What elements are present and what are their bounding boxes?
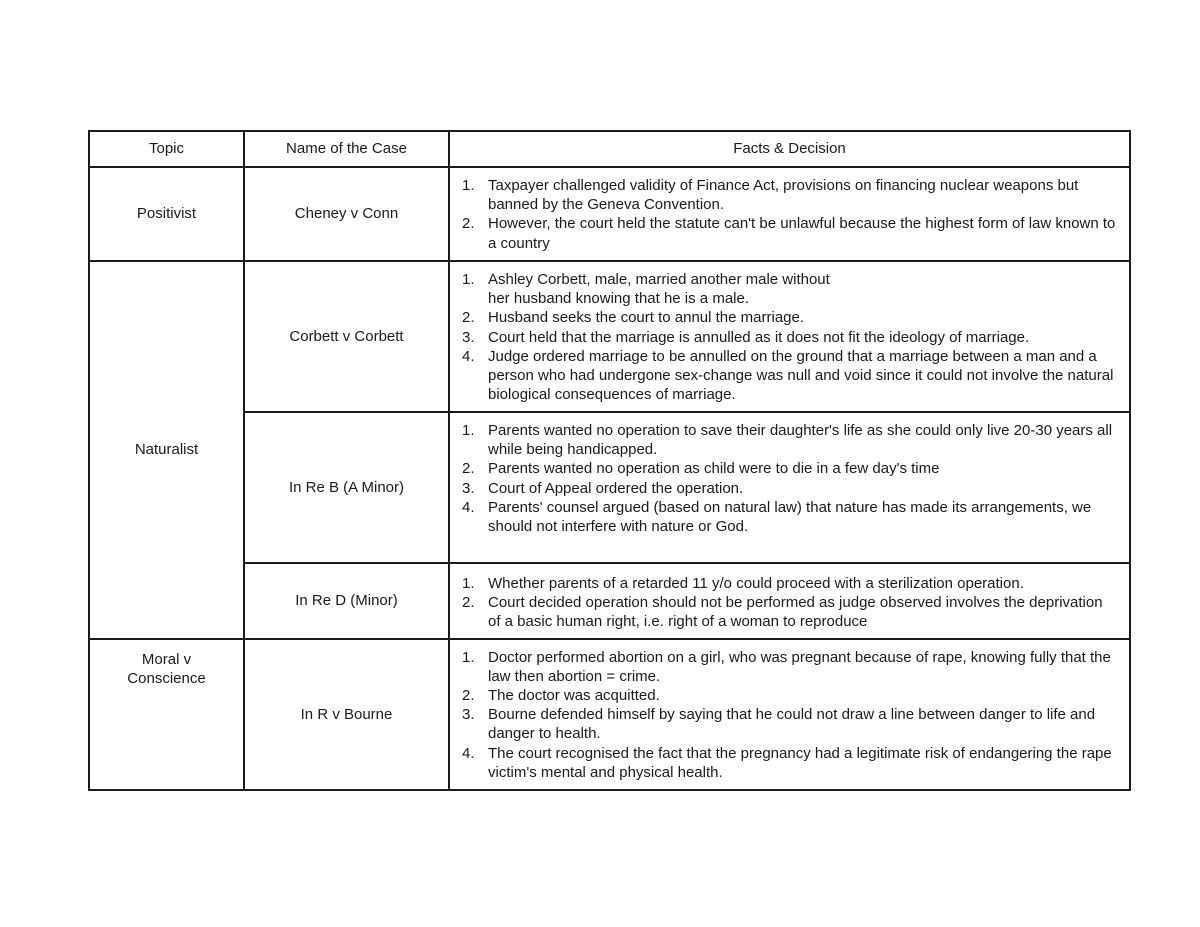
header-topic: Topic <box>89 131 244 167</box>
fact-item: 4. Parents' counsel argued (based on natural law) that nature has made its arrangements, we should not interfere with nature or God. <box>488 498 1119 536</box>
fact-item: 1. Whether parents of a retarded 11 y/o could proceed with a sterilization operation. <box>488 574 1119 593</box>
case-law-table <box>88 130 1131 791</box>
fact-item: 4. The court recognised the fact that the pregnancy had a legitimate risk of endangering the rape victim's mental and physical health. <box>488 744 1119 782</box>
topic-moral-conscience: Moral v Conscience <box>89 639 244 790</box>
topic-naturalist: Naturalist <box>89 261 244 639</box>
table-header-row <box>89 131 1130 167</box>
table-row <box>89 261 1130 412</box>
table-row <box>89 639 1130 790</box>
case-facts <box>449 639 1130 790</box>
fact-item: 2. However, the court held the statute can't be unlawful because the highest form of law known to a country <box>488 214 1119 252</box>
case-facts <box>449 563 1130 639</box>
header-case-name: Name of the Case <box>244 131 449 167</box>
case-facts <box>449 412 1130 563</box>
table-row <box>89 412 1130 563</box>
case-facts <box>449 167 1130 261</box>
fact-item: 1. Taxpayer challenged validity of Finance Act, provisions on financing nuclear weapons but banned by the Geneva Convention. <box>488 176 1119 214</box>
case-name: In Re B (A Minor) <box>244 412 449 563</box>
fact-item: 2. The doctor was acquitted. <box>488 686 1119 705</box>
fact-item: 3. Bourne defended himself by saying that he could not draw a line between danger to life and danger to health. <box>488 705 1119 743</box>
facts-list <box>450 564 1129 638</box>
fact-item: 1. Doctor performed abortion on a girl, who was pregnant because of rape, knowing fully that the law then abortion = crime. <box>488 648 1119 686</box>
topic-positivist: Positivist <box>89 167 244 261</box>
fact-item: 2. Parents wanted no operation as child were to die in a few day's time <box>488 459 1119 478</box>
case-name: In R v Bourne <box>244 639 449 790</box>
facts-list <box>450 262 1129 410</box>
facts-list <box>450 168 1129 259</box>
case-facts <box>449 261 1130 412</box>
fact-item: 1. Ashley Corbett, male, married another male without her husband knowing that he is a male. <box>488 270 1119 308</box>
table-row <box>89 167 1130 261</box>
table-row <box>89 563 1130 639</box>
fact-item: 2. Husband seeks the court to annul the marriage. <box>488 308 1119 327</box>
fact-item: 3. Court held that the marriage is annulled as it does not fit the ideology of marriage. <box>488 328 1119 347</box>
fact-item: 3. Court of Appeal ordered the operation. <box>488 479 1119 498</box>
facts-list <box>450 413 1129 542</box>
fact-item: 1. Parents wanted no operation to save their daughter's life as she could only live 20-30 years all while being handicapped. <box>488 421 1119 459</box>
case-name: Cheney v Conn <box>244 167 449 261</box>
case-name: In Re D (Minor) <box>244 563 449 639</box>
header-facts-decision: Facts & Decision <box>449 131 1130 167</box>
fact-item: 4. Judge ordered marriage to be annulled on the ground that a marriage between a man and a person who had undergone sex-change was null and void since it could not involve the natural biological consequences of marriage. <box>488 347 1119 405</box>
facts-list <box>450 640 1129 788</box>
case-name: Corbett v Corbett <box>244 261 449 412</box>
fact-item: 2. Court decided operation should not be performed as judge observed involves the deprivation of a basic human right, i.e. right of a woman to reproduce <box>488 593 1119 631</box>
